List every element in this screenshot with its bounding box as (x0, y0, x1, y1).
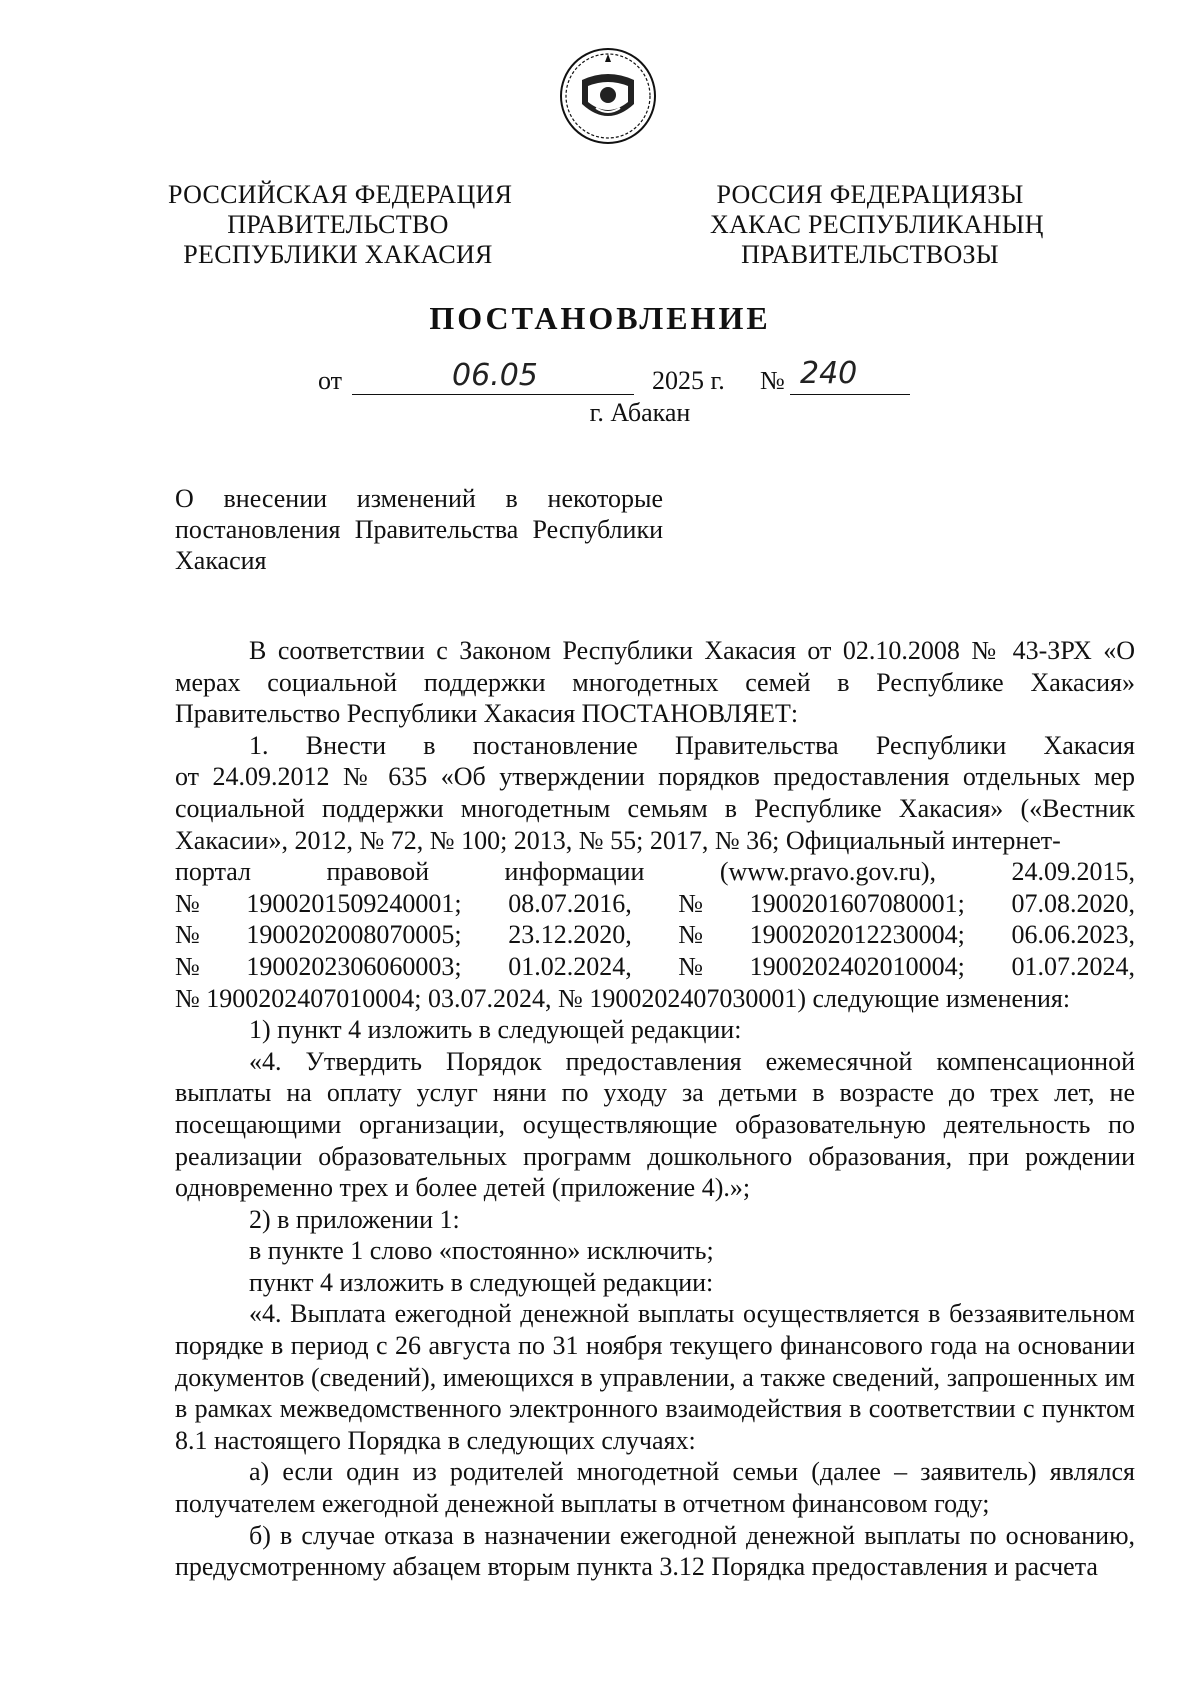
handwritten-date: 06.05 (452, 358, 538, 393)
cell: 1900202008070005; (246, 920, 462, 950)
date-underline (352, 394, 634, 395)
cell: 1900201607080001; (749, 888, 965, 918)
year-label: 2025 г. (652, 366, 725, 395)
portal-line (175, 856, 1135, 888)
cell: 01.02.2024, (508, 951, 632, 981)
cell: 07.08.2020, (1011, 888, 1135, 918)
paragraph-lead: 1. Внести в постановление Правительства Республики Хакасия (249, 730, 1135, 760)
city-label: г. Абакан (589, 398, 691, 427)
registry-row (175, 888, 1135, 920)
cell: № (678, 951, 704, 981)
header-left-line: РОССИЙСКАЯ ФЕДЕРАЦИЯ (168, 180, 513, 209)
registry-row (175, 951, 1135, 983)
cell: портал (175, 857, 251, 887)
cell: 1900202306060003; (246, 951, 462, 981)
header-right-block (710, 180, 1044, 270)
from-label: от (318, 366, 343, 395)
handwritten-number: 240 (800, 356, 858, 391)
cell: № (678, 920, 704, 950)
cell: 08.07.2016, (508, 888, 632, 918)
document-title: ПОСТАНОВЛЕНИЕ (429, 300, 771, 336)
header-left-line: ПРАВИТЕЛЬСТВО (227, 210, 449, 239)
paragraph: В соответствии с Законом Республики Хакасия от 02.10.2008 № 43-ЗРХ «О мерах социальной поддержки многодетных семей в Республике Хакасия» Правительство Республики Хакасия ПОСТАНОВЛЯЕТ: (175, 636, 1135, 729)
header-left-block (168, 180, 513, 270)
paragraph: от 24.09.2012 № 635 «Об утверждении порядков предоставления отдельных мер социальной поддержки многодетным семьям в Республике Хакасия» («Вестник Хакасии», 2012, № 72, № 100; 2013, № 55; 2017, № 36; Официальный интернет- (175, 762, 1135, 855)
cell: № (678, 888, 704, 918)
paragraph: б) в случае отказа в назначении ежегодной денежной выплаты по основанию, предусмотренному абзацем вторым пункта 3.12 Порядка предоставления и расчета (175, 1520, 1135, 1582)
cell: 23.12.2020, (508, 920, 632, 950)
paragraph: 1) пункт 4 изложить в следующей редакции: (249, 1015, 742, 1045)
paragraph: № 1900202407010004; 03.07.2024, № 1900202407030001) следующие изменения: (175, 983, 1071, 1013)
document-body (175, 635, 1135, 1583)
paragraph: а) если один из родителей многодетной семьи (далее – заявитель) являлся получателем ежегодной денежной выплаты в отчетном финансовом году; (175, 1457, 1135, 1519)
paragraph: 2) в приложении 1: (249, 1204, 460, 1234)
cell: (www.pravo.gov.ru), (719, 857, 936, 887)
cell: 1900202402010004; (749, 951, 965, 981)
paragraph: «4. Выплата ежегодной денежной выплаты осуществляется в беззаявительном порядке в период с 26 августа по 31 ноября текущего финансового года на основании документов (сведений), имеющихся в управлении, а также сведений, запрошенных им в рамках межведомственного электронного взаимодействия в соответствии с пунктом 8.1 настоящего Порядка в следующих случаях: (175, 1299, 1135, 1455)
cell: информации (504, 857, 645, 887)
cell: правовой (326, 857, 430, 887)
number-label: № (760, 366, 785, 395)
cell: 1900201509240001; (246, 888, 462, 918)
subject-text: О внесении изменений в некоторые постановления Правительства Республики Хакасия (175, 484, 663, 575)
cell: № (175, 951, 200, 981)
coat-of-arms-emblem (558, 46, 658, 146)
header-right-line: РОССИЯ ФЕДЕРАЦИЯЗЫ (716, 180, 1024, 209)
cell: 06.06.2023, (1011, 920, 1135, 950)
paragraph: пункт 4 изложить в следующей редакции: (249, 1267, 714, 1297)
registry-row (175, 919, 1135, 951)
paragraph: «4. Утвердить Порядок предоставления ежемесячной компенсационной выплаты на оплату услуг няни по уходу за детьми в возрасте до трех лет, не посещающими организации, осуществляющие образовательную деятельность по реализации образовательных программ дошкольного образования, при рождении одновременно трех и более детей (приложение 4).»; (175, 1046, 1135, 1203)
cell: 1900202012230004; (749, 920, 965, 950)
paragraph: в пункте 1 слово «постоянно» исключить; (249, 1236, 714, 1266)
number-underline (790, 394, 910, 395)
cell: 24.09.2015, (1011, 857, 1135, 887)
header-left-line: РЕСПУБЛИКИ ХАКАСИЯ (183, 240, 493, 269)
cell: № (175, 888, 200, 918)
header-right-line: ХАКАС РЕСПУБЛИКАНЫҢ (710, 210, 1044, 239)
cell: № (175, 920, 200, 950)
cell: 01.07.2024, (1011, 951, 1135, 981)
header-right-line: ПРАВИТЕЛЬСТВОЗЫ (741, 240, 999, 269)
